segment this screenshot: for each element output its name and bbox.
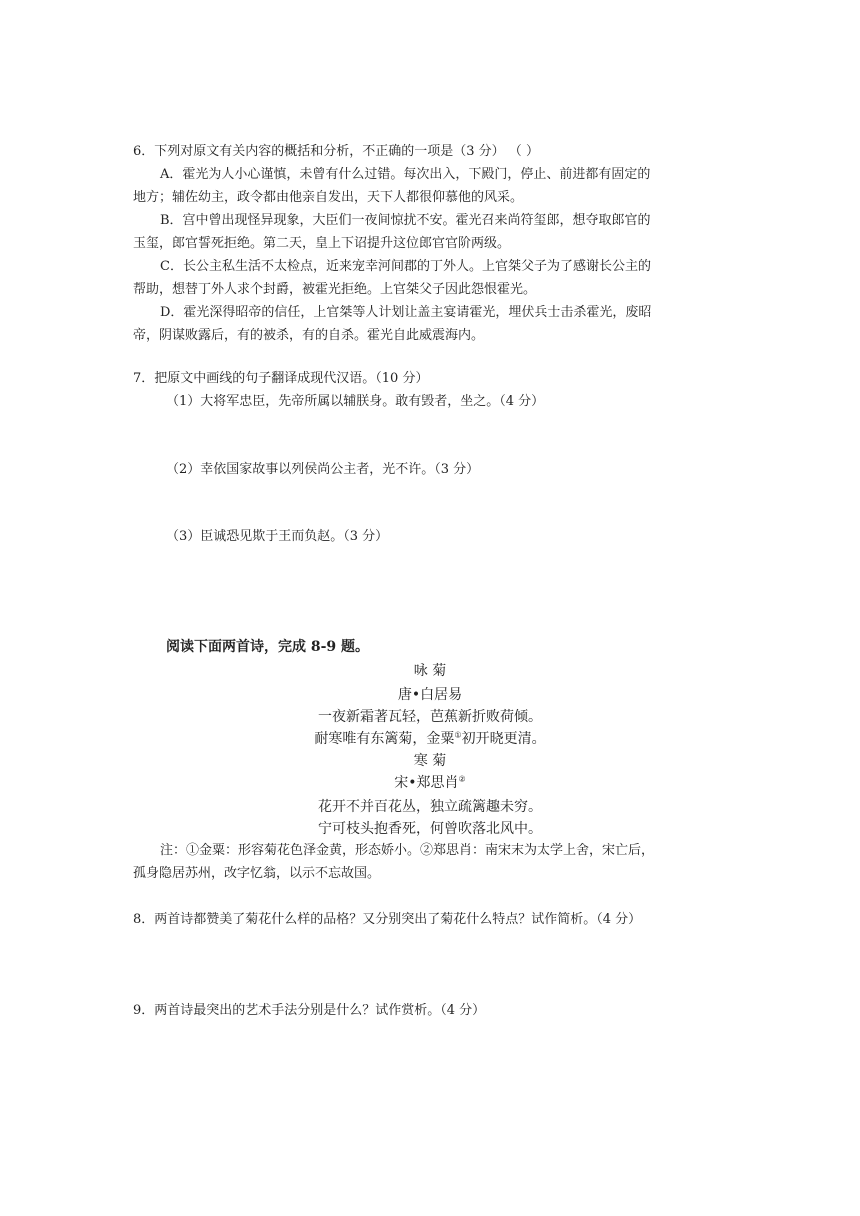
poem1-line1: 一夜新霜著瓦轻，芭蕉新折败荷倾。 [318,709,542,725]
q9-stem: 9．两首诗最突出的艺术手法分别是什么？试作赏析。（4 分） [133,1003,486,1018]
q8-stem: 8．两首诗都赞美了菊花什么样的品格？又分别突出了菊花什么特点？试作简析。（4 分） [133,912,642,927]
poem2-author: 宋•郑思肖 [394,775,459,791]
reading-heading: 阅读下面两首诗，完成 8-9 题。 [166,639,370,655]
q6-option-d-line2: 帝，阴谋败露后，有的被杀，有的自杀。霍光自此威震海内。 [133,328,485,343]
poem2-title: 寒 菊 [413,753,447,769]
q6-option-d-line1: D．霍光深得昭帝的信任，上官桀等人计划让盖主宴请霍光，埋伏兵士击杀霍光，废昭 [160,305,652,320]
footnote-marker-2: ② [458,774,466,784]
q6-option-b-line2: 玉玺，郎官誓死拒绝。第二天，皇上下诏提升这位郎官官阶两级。 [133,236,511,251]
poem-note-line2: 孤身隐居苏州，改字忆翁，以示不忘故国。 [133,866,381,881]
poem1-author: 唐•白居易 [397,687,463,703]
q6-option-a-line2: 地方；辅佐幼主，政令都由他亲自发出，天下人都很仰慕他的风采。 [133,190,524,205]
q6-option-c-line1: C．长公主私生活不太检点，近来宠幸河间郡的丁外人。上官桀父子为了感谢长公主的 [160,259,651,274]
poem1-title: 咏 菊 [413,663,447,679]
poem2-line2: 宁可枝头抱香死，何曾吹落北风中。 [318,821,542,837]
footnote-marker-1: ① [454,730,462,740]
poem2-author-line [0,772,860,794]
q6-option-b-line1: B．宫中曾出现怪异现象，大臣们一夜间惊扰不安。霍光召来尚符玺郎，想夺取郎官的 [160,213,651,228]
q7-item-1: （1）大将军忠臣，先帝所属以辅朕身。敢有毁者，坐之。（4 分） [166,394,545,409]
poem-note-line1: 注：①金粟：形容菊花色泽金黄，形态娇小。②郑思肖：南宋末为太学上舍，宋亡后， [160,843,655,858]
q6-option-c-line2: 帮助，想替丁外人求个封爵，被霍光拒绝。上官桀父子因此怨恨霍光。 [133,282,537,297]
q6-stem: 6．下列对原文有关内容的概括和分析，不正确的一项是（3 分） （ ） [133,144,539,159]
poem1-line2-after: 初开晓更清。 [461,731,546,747]
q7-item-3: （3）臣诚恐见欺于王而负赵。（3 分） [166,529,389,544]
q6-option-a-line1: A．霍光为人小心谨慎，未曾有什么过错。每次出入，下殿门，停止、前进都有固定的 [160,167,651,182]
poem2-line1: 花开不并百花丛，独立疏篱趣未穷。 [318,799,542,815]
q7-stem: 7．把原文中画线的句子翻译成现代汉语。（10 分） [133,371,429,386]
poem1-line2-before: 耐寒唯有东篱菊，金粟 [314,731,455,747]
q7-item-2: （2）幸依国家故事以列侯尚公主者，光不许。（3 分） [166,462,480,477]
poem1-line2 [0,728,860,750]
